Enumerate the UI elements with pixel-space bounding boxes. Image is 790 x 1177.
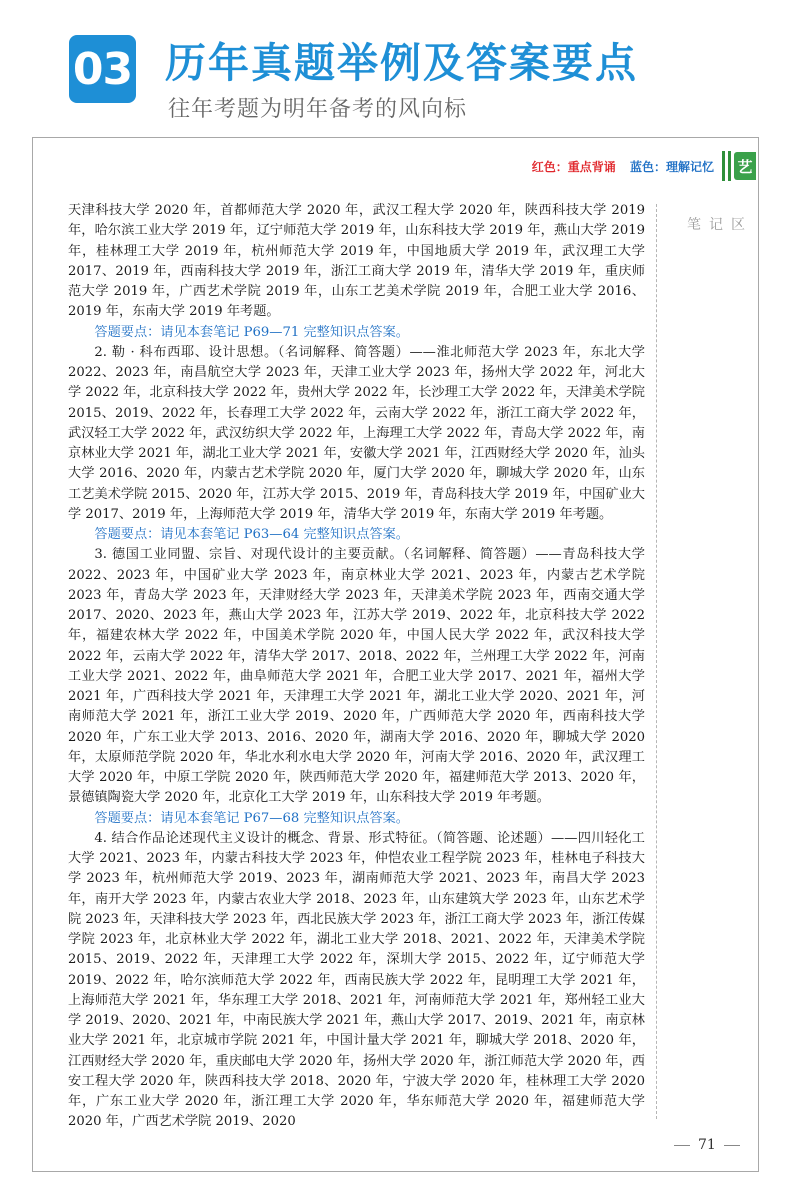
legend-red-label: 红色：重点背诵 (531, 160, 616, 174)
paragraph: 4. 结合作品论述现代主义设计的概念、背景、形式特征。（简答题、论述题）——四川轻化工大学 2021、2023 年，内蒙古科技大学 2023 年，仲恺农业工程学院 2023 年，桂林电子科技大学 2023 年，杭州师范大学 2019、2023 年，湖南师范大学 2021、2023 年，南昌大学 2023 年，南开大学 2023 年，内蒙古农业大学 2018、2023 年，山东建筑大学 2023 年，山东艺术学院 2023 年，天津科技大学 2023 年，西北民族大学 2023 年，浙江工商大学 2023 年，浙江传媒学院 2023 年，北京林业大学 2022 年，湖北工业大学 2018、2021、2022 年，天津美术学院 2015、2019、2022 年，天津理工大学 2022 年，深圳大学 2015、2022 年，辽宁师范大学 2019、2022 年，哈尔滨师范大学 2022 年，西南民族大学 2022 年，昆明理工大学 2021 年，上海师范大学 2021 年，华东理工大学 2018、2021 年，河南师范大学 2021 年，郑州轻工业大学 2019、2020、2021 年，中南民族大学 2021 年，燕山大学 2017、2019、2021 年，南京林业大学 2021 年，北京城市学院 2021 年，中国计量大学 2021 年，聊城大学 2018、2020 年，江西财经大学 2020 年，重庆邮电大学 2020 年，扬州大学 2020 年，浙江师范大学 2020 年，西安工程大学 2020 年，陕西科技大学 2018、2020 年，宁波大学 2020 年，桂林理工大学 2020 年，广东工业大学 2020 年，浙江理工大学 2020 年，华东师范大学 2020 年，福建师范大学 2020 年，广西艺术学院 2019、2020 (68, 830, 645, 1130)
answer-key: 答题要点：请见本套笔记 P63—64 完整知识点答案。 (94, 527, 409, 542)
logo-leaf-icon: 艺 (734, 152, 756, 180)
answer-key: 答题要点：请见本套笔记 P67—68 完整知识点答案。 (94, 810, 409, 826)
brand-logo (720, 150, 758, 182)
notes-divider (656, 204, 657, 1119)
page-title: 历年真题举例及答案要点 (165, 39, 638, 87)
content-frame (32, 137, 759, 1172)
page-subtitle: 往年考题为明年备考的风向标 (168, 97, 468, 122)
color-legend (532, 158, 714, 175)
page-number-dash (674, 1145, 690, 1146)
paragraph: 天津科技大学 2020 年，首都师范大学 2020 年，武汉工程大学 2020 年，陕西科技大学 2019 年，哈尔滨工业大学 2019 年，辽宁师范大学 2019 年，山东科技大学 2019 年，燕山大学 2019 年，桂林理工大学 2019 年，杭州师范大学 2019 年，中国地质大学 2019 年，武汉理工大学 2017、2019 年，西南科技大学 2019 年，浙江工商大学 2019 年，清华大学 2019 年，重庆师范大学 2019 年，广西艺术学院 2019 年，山东工艺美术学院 2019 年，合肥工业大学 2016、2019 年，东南大学 2019 年考题。 (68, 203, 645, 320)
page-number-value: 71 (698, 1137, 716, 1153)
paragraph: 3. 德国工业同盟、宗旨、对现代设计的主要贡献。（名词解释、简答题）——青岛科技大学 2022、2023 年，中国矿业大学 2023 年，南京林业大学 2021、2023 年，内蒙古艺术学院 2023 年，青岛大学 2023 年，天津财经大学 2023 年，天津美术学院 2023 年，西南交通大学 2017、2020、2023 年，燕山大学 2023 年，江苏大学 2019、2022 年，北京科技大学 2022 年，福建农林大学 2022 年，中国美术学院 2020 年，中国人民大学 2022 年，武汉科技大学 2022 年，云南大学 2022 年，清华大学 2017、2018、2022 年，兰州理工大学 2022 年，河南工业大学 2021、2022 年，曲阜师范大学 2021 年，合肥工业大学 2017、2021 年，福州大学 2021 年，广西科技大学 2021 年，天津理工大学 2021 年，湖北工业大学 2020、2021 年，河南师范大学 2021 年，浙江工业大学 2019、2020 年，广西师范大学 2020 年，西南科技大学 2020 年，广东工业大学 2013、2016、2020 年，湖南大学 2016、2020 年，聊城大学 2020 年，太原师范学院 2020 年，华北水利水电大学 2020 年，河南大学 2016、2020 年，武汉理工大学 2020 年，中原工学院 2020 年，陕西师范大学 2020 年，福建师范大学 2013、2020 年，景德镇陶瓷大学 2020 年，北京化工大学 2019 年，山东科技大学 2019 年考题。 (68, 547, 645, 806)
page-number (674, 1137, 754, 1153)
main-text (68, 201, 645, 1133)
section-number-badge: 03 (69, 35, 136, 103)
answer-key: 答题要点：请见本套笔记 P69—71 完整知识点答案。 (94, 324, 409, 340)
legend-blue-label: 蓝色：理解记忆 (629, 160, 714, 174)
logo-bar-icon (722, 151, 725, 181)
page-number-dash (724, 1145, 740, 1146)
logo-bar-icon (728, 151, 731, 181)
notes-area-label: 笔记区 (687, 217, 753, 233)
paragraph: 2. 勒 · 科布西耶、设计思想。（名词解释、简答题）——淮北师范大学 2023 年，东北大学 2022、2023 年，南昌航空大学 2023 年，天津工业大学 2023 年，扬州大学 2022 年，河北大学 2022 年，北京科技大学 2022 年，贵州大学 2022 年，长沙理工大学 2022 年，天津美术学院 2015、2019、2022 年，长春理工大学 2022 年，云南大学 2022 年，浙江工商大学 2022 年，武汉轻工大学 2022 年，武汉纺织大学 2022 年，上海理工大学 2022 年，青岛大学 2022 年，南京林业大学 2021 年，湖北工业大学 2021 年，安徽大学 2021 年，江西财经大学 2020 年，汕头大学 2016、2020 年，内蒙古艺术学院 2020 年，厦门大学 2020 年，聊城大学 2020 年，山东工艺美术学院 2015、2020 年，江苏大学 2015、2019 年，青岛科技大学 2019 年，中国矿业大学 2017、2019 年，上海师范大学 2019 年，清华大学 2019 年，东南大学 2019 年考题。 (68, 344, 645, 522)
